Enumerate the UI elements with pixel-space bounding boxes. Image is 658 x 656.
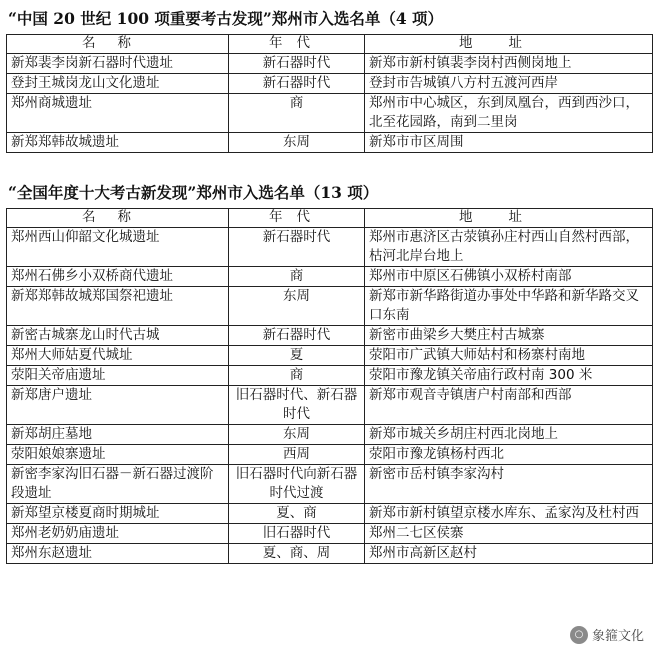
table-row [7,346,653,366]
table-row [7,54,653,74]
table-row [7,425,653,445]
cell-name: 新郑郑韩故城郑国祭祀遗址 [7,287,229,326]
table-row [7,524,653,544]
cell-era: 夏 [229,346,365,366]
cell-address: 荥阳市广武镇大师姑村和杨寨村南地 [365,346,653,366]
table-row [7,74,653,94]
cell-era: 商 [229,366,365,386]
cell-era: 旧石器时代、新石器时代 [229,386,365,425]
header-era: 年代 [229,35,365,54]
header-address: 地址 [365,35,653,54]
table-row [7,94,653,133]
cell-name: 郑州商城遗址 [7,94,229,133]
table-row [7,386,653,425]
cell-address: 登封市告城镇八方村五渡河西岸 [365,74,653,94]
cell-era: 旧石器时代向新石器时代过渡 [229,465,365,504]
cell-name: 新郑胡庄墓地 [7,425,229,445]
table-row [7,228,653,267]
table-header-row [7,35,653,54]
cell-era: 西周 [229,445,365,465]
cell-address: 新郑市新村镇望京楼水库东、孟家沟及杜村西 [365,504,653,524]
cell-name: 郑州老奶奶庙遗址 [7,524,229,544]
cell-name: 荥阳关帝庙遗址 [7,366,229,386]
header-name: 名称 [7,35,229,54]
cell-address: 新郑市观音寺镇唐户村南部和西部 [365,386,653,425]
cell-address: 新郑市市区周围 [365,133,653,153]
table-header-row [7,209,653,228]
cell-era: 东周 [229,133,365,153]
cell-address: 郑州市中原区石佛镇小双桥村南部 [365,267,653,287]
cell-name: 新郑望京楼夏商时期城址 [7,504,229,524]
cell-name: 新郑郑韩故城遗址 [7,133,229,153]
cell-address: 新郑市新华路街道办事处中华路和新华路交叉口东南 [365,287,653,326]
cell-address: 郑州市惠济区古荥镇孙庄村西山自然村西部，枯河北岸台地上 [365,228,653,267]
cell-address: 新密市岳村镇李家沟村 [365,465,653,504]
table-row [7,326,653,346]
cell-address: 新郑市新村镇裴李岗村西侧岗地上 [365,54,653,74]
cell-name: 新密李家沟旧石器－新石器过渡阶段遗址 [7,465,229,504]
section1-title: “中国 20 世纪 100 项重要考古发现”郑州市入选名单（4 项） [8,9,444,28]
table-row [7,366,653,386]
table-china-20th-century [6,34,653,153]
cell-era: 东周 [229,425,365,445]
cell-address: 郑州二七区侯寨 [365,524,653,544]
table-row [7,287,653,326]
cell-era: 商 [229,267,365,287]
header-name: 名称 [7,209,229,228]
table-row [7,267,653,287]
table-row [7,133,653,153]
cell-era: 新石器时代 [229,326,365,346]
cell-name: 登封王城岗龙山文化遗址 [7,74,229,94]
cell-address: 新郑市城关乡胡庄村西北岗地上 [365,425,653,445]
watermark [570,625,644,644]
cell-address: 新密市曲梁乡大樊庄村古城寨 [365,326,653,346]
cell-name: 郑州东赵遗址 [7,544,229,564]
wechat-icon: ○ [570,626,588,644]
header-era: 年代 [229,209,365,228]
cell-name: 新郑裴李岗新石器时代遗址 [7,54,229,74]
cell-era: 夏、商 [229,504,365,524]
table-row [7,465,653,504]
cell-era: 旧石器时代 [229,524,365,544]
cell-address: 郑州市高新区赵村 [365,544,653,564]
cell-address: 荥阳市豫龙镇杨村西北 [365,445,653,465]
table-row [7,544,653,564]
section2-title: “全国年度十大考古新发现”郑州市入选名单（13 项） [8,183,379,202]
cell-era: 新石器时代 [229,74,365,94]
cell-name: 郑州西山仰韶文化城遗址 [7,228,229,267]
table-annual-top-ten [6,208,653,564]
cell-era: 夏、商、周 [229,544,365,564]
cell-name: 郑州大师姑夏代城址 [7,346,229,366]
cell-address: 荥阳市豫龙镇关帝庙行政村南 300 米 [365,366,653,386]
table-row [7,504,653,524]
cell-address: 郑州市中心城区，东到凤凰台，西到西沙口，北至花园路，南到二里岗 [365,94,653,133]
cell-era: 商 [229,94,365,133]
header-address: 地址 [365,209,653,228]
cell-era: 东周 [229,287,365,326]
cell-name: 郑州石佛乡小双桥商代遗址 [7,267,229,287]
cell-name: 新郑唐户遗址 [7,386,229,425]
cell-name: 荥阳娘娘寨遗址 [7,445,229,465]
table-row [7,445,653,465]
cell-era: 新石器时代 [229,228,365,267]
watermark-text: 象箍文化 [591,629,644,644]
cell-era: 新石器时代 [229,54,365,74]
cell-name: 新密古城寨龙山时代古城 [7,326,229,346]
